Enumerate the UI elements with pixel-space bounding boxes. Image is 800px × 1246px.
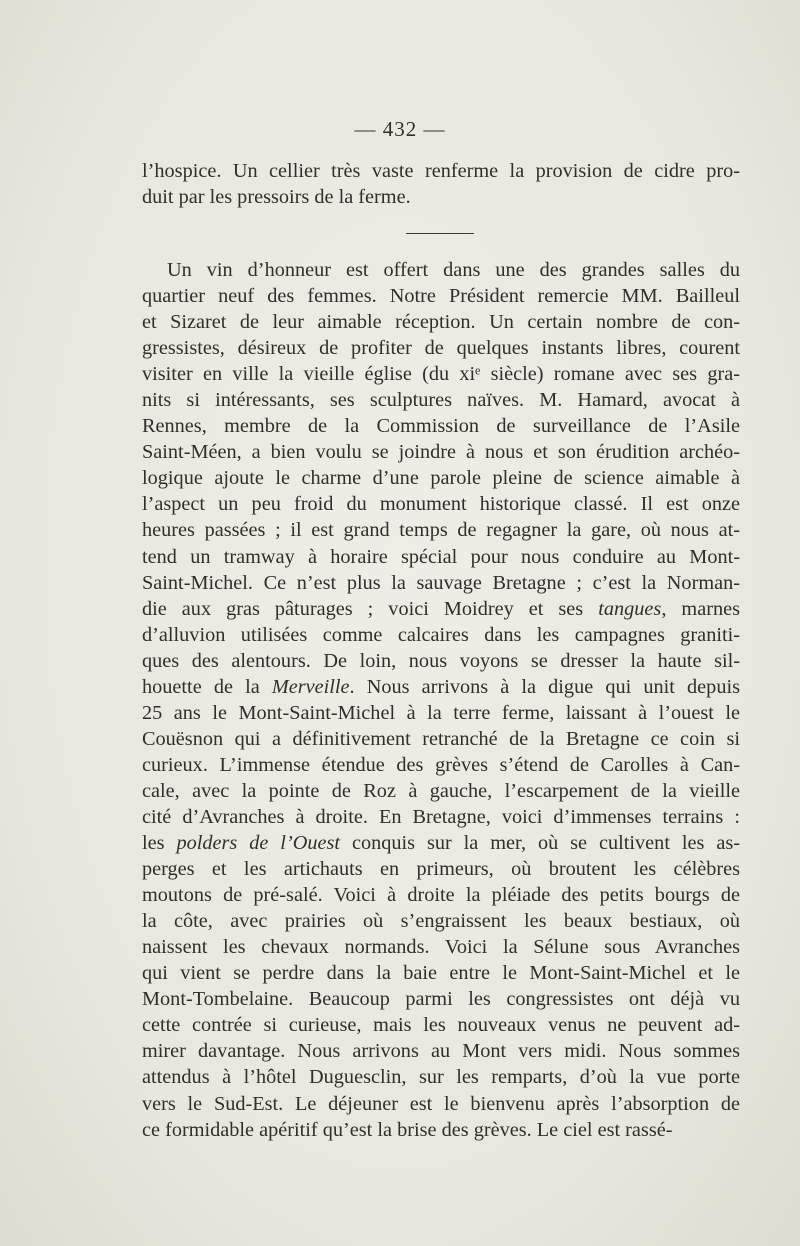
text-line: curieux. L’immense étendue des grèves s’étend de Carolles à Can- xyxy=(142,753,740,776)
italic-term: Merveille xyxy=(271,675,350,698)
text-line: Mont-Tombelaine. Beaucoup parmi les congressistes ont déjà vu xyxy=(142,988,740,1011)
text-line: ques des alentours. De loin, nous voyons se dresser la haute sil- xyxy=(142,649,740,672)
text-line: la côte, avec prairies où s’engraissent les beaux bestiaux, où xyxy=(142,910,740,933)
section-divider xyxy=(406,233,474,234)
text-line: les polders de l’Ouest conquis sur la mer, où se cultivent les as- xyxy=(142,832,740,855)
text-line: cette contrée si curieuse, mais les nouveaux venus ne peuvent ad- xyxy=(142,1014,740,1037)
text-line: Un vin d’honneur est offert dans une des grandes salles du xyxy=(167,259,740,281)
text-line: et Sizaret de leur aimable réception. Un certain nombre de con- xyxy=(142,311,740,334)
text-line: qui vient se perdre dans la baie entre le Mont-Saint-Michel et le xyxy=(142,962,740,985)
paragraph-1 xyxy=(142,158,740,210)
text-line: visiter en ville la vieille église (du xiᵉ siècle) romane avec ses gra- xyxy=(142,363,740,386)
text-line: Rennes, membre de la Commission de surveillance de l’Asile xyxy=(142,415,740,438)
text-line: attendus à l’hôtel Duguesclin, sur les remparts, d’où la vue porte xyxy=(142,1066,740,1089)
text-line: cité d’Avranches à droite. En Bretagne, voici d’immenses terrains : xyxy=(142,805,740,828)
page-number: — 432 — xyxy=(354,117,446,141)
text-line: vers le Sud-Est. Le déjeuner est le bienvenu après l’absorption de xyxy=(142,1092,740,1115)
text-line: heures passées ; il est grand temps de regagner la gare, où nous at- xyxy=(142,519,740,542)
text-line: cale, avec la pointe de Roz à gauche, l’escarpement de la vieille xyxy=(142,779,740,802)
text-line: Saint-Méen, a bien voulu se joindre à nous et son érudition archéo- xyxy=(142,441,740,464)
text-line: l’aspect un peu froid du monument historique classé. Il est onze xyxy=(142,493,740,516)
text-line: logique ajoute le charme d’une parole pleine de science aimable à xyxy=(142,467,740,490)
paragraph-2 xyxy=(142,257,740,1143)
text-line: perges et les artichauts en primeurs, où broutent les célèbres xyxy=(142,858,740,881)
italic-term: polders de l’Ouest xyxy=(176,832,341,855)
text-line: mirer davantage. Nous arrivons au Mont vers midi. Nous sommes xyxy=(142,1040,740,1063)
text-line: Saint-Michel. Ce n’est plus la sauvage Bretagne ; c’est la Norman- xyxy=(142,571,740,594)
text-line: 25 ans le Mont-Saint-Michel à la terre ferme, laissant à l’ouest le xyxy=(142,701,740,724)
italic-term: tangues xyxy=(598,597,662,620)
text-line: tend un tramway à horaire spécial pour nous conduire au Mont- xyxy=(142,545,740,568)
text-line: die aux gras pâturages ; voici Moidrey et ses tangues, marnes xyxy=(142,597,740,620)
text-line: quartier neuf des femmes. Notre Président remercie MM. Bailleul xyxy=(142,285,740,308)
text-line: moutons de pré-salé. Voici à droite la pléiade des petits bourgs de xyxy=(142,884,740,907)
text-line: nits si intéressants, ses sculptures naïves. M. Hamard, avocat à xyxy=(142,389,740,412)
text-line: duit par les pressoirs de la ferme. xyxy=(142,186,411,209)
text-line: Couësnon qui a définitivement retranché de la Bretagne ce coin si xyxy=(142,727,740,750)
text-line: gressistes, désireux de profiter de quelques instants libres, courent xyxy=(142,337,740,360)
text-line: naissent les chevaux normands. Voici la Sélune sous Avranches xyxy=(142,936,740,959)
text-line: l’hospice. Un cellier très vaste renferme la provision de cidre pro- xyxy=(142,160,740,182)
text-line: houette de la Merveille. Nous arrivons à la digue qui unit depuis xyxy=(142,675,740,698)
text-line: ce formidable apéritif qu’est la brise des grèves. Le ciel est rassé- xyxy=(142,1118,673,1141)
text-line: d’alluvion utilisées comme calcaires dans les campagnes graniti- xyxy=(142,623,740,646)
